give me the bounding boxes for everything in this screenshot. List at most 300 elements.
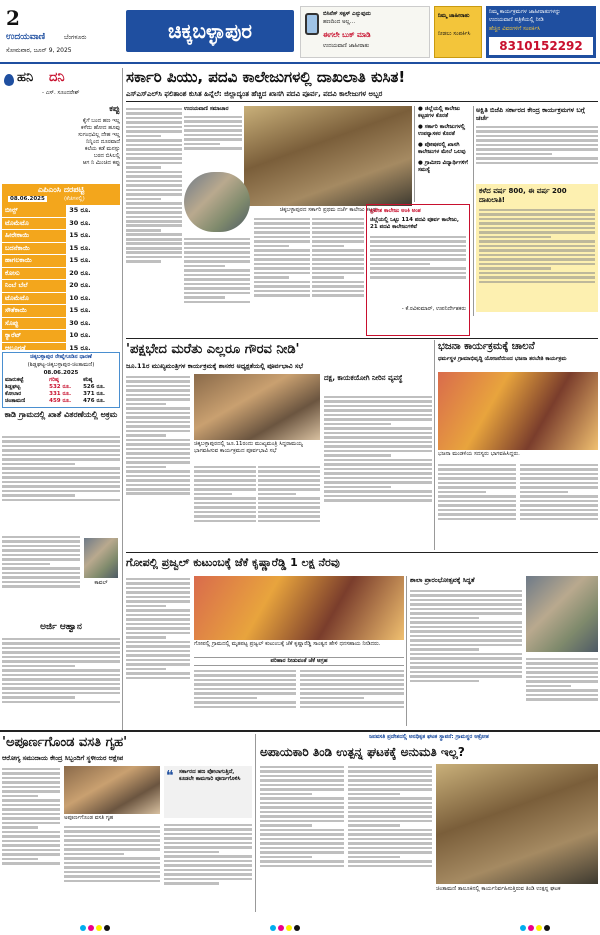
second-side-body: [324, 394, 432, 550]
body-text-line: [254, 272, 310, 275]
silk-cell: 371 ರೂ.: [83, 391, 105, 397]
body-text-line: [184, 242, 250, 245]
body-text-line: [2, 567, 80, 570]
body-text-line: [254, 227, 310, 230]
right-box-body: [479, 207, 595, 317]
body-text-line: [194, 475, 256, 478]
bottom-right-col-2: [348, 764, 432, 912]
body-text-line: [520, 468, 598, 471]
col-rule: [473, 106, 474, 316]
apmc-price: 15 ರೂ.: [66, 230, 120, 243]
apmc-item: ಟೊಮೆಟೊ: [2, 292, 66, 305]
body-text-line: [2, 458, 120, 461]
body-text-line: [126, 108, 182, 111]
body-text-line: [2, 558, 80, 561]
body-text-line: [126, 398, 190, 401]
body-text-line: [2, 494, 75, 497]
apmc-item: ಟೊಮೆಟೊ: [2, 217, 66, 230]
body-text-line: [312, 245, 344, 248]
left-story-body: [2, 434, 120, 532]
apmc-price: 20 ರೂ.: [66, 267, 120, 280]
apmc-row: [2, 267, 120, 280]
lead-col-5: [184, 236, 250, 336]
poem-line: ಆಗ ನಿ ಮಿಂಚಿದ ಕಪ್ಪು: [82, 160, 120, 166]
body-text-line: [370, 254, 466, 257]
body-text-line: [324, 495, 432, 498]
apmc-item: ಕೋಸು: [2, 267, 66, 280]
apmc-price: 10 ರೂ.: [66, 292, 120, 305]
honey-title-b: ದನಿ: [49, 70, 65, 85]
top-right-ad[interactable]: [486, 6, 596, 58]
body-text-line: [2, 540, 80, 543]
body-text-line: [2, 683, 120, 686]
ad-line1: ಬಿಸಿನೆಸ್ ಸಕ್ಸಸ್ ಎನ್ನುವುದು: [323, 11, 371, 17]
body-text-line: [260, 829, 344, 832]
body-text-line: [164, 824, 252, 827]
second-col-3: [258, 464, 320, 550]
body-text-line: [164, 837, 252, 840]
body-text-line: [126, 247, 182, 250]
silk-cell: 331 ರೂ.: [49, 391, 72, 397]
body-text-line: [2, 804, 60, 807]
right-col-headline: ಅಕ್ಷಿತಿ ಬಿಜೆಪಿ ಸರ್ಕಾರದ ಕೇಂದ್ರ ಕಾರ್ಯಕ್ರಮಗಳ ಬಗ್ಗೆ ಚರ್ಚೆ: [476, 106, 585, 122]
body-text-line: [184, 260, 250, 263]
body-text-line: [520, 482, 598, 485]
third-sub-box: ಪರಿಹಾರ ನೀಡುವಂತೆ ಜೆಕೆ ಆಗ್ರಹ: [194, 657, 404, 666]
body-text-line: [348, 829, 432, 832]
top-right-small-ad[interactable]: [434, 6, 482, 58]
second-col-1: [126, 374, 190, 550]
family-photo-caption: ಗೋಪಲ್ಲಿ ಗ್ರಾಮದಲ್ಲಿ ಮೃತಪಟ್ಟ ಪ್ರಜ್ವಲ್ ಕುಟುಂಬಕ್ಕೆ ಜೆಕೆ ಕೃಷ್ಣಾರೆಡ್ಡಿ ಸಾಂತ್ವನ ಹೇಳಿ ಧನಸಹಾಯ ನೀಡಿದರು.: [194, 641, 381, 647]
body-text-line: [479, 209, 595, 212]
body-text-line: [300, 670, 404, 673]
body-text-line: [126, 421, 190, 424]
apmc-row: [2, 217, 120, 230]
body-text-line: [410, 621, 522, 624]
bottom-left-col-3: [164, 822, 252, 912]
quarters-photo: [64, 766, 160, 814]
apmc-row: [2, 305, 120, 318]
body-text-line: [260, 797, 344, 800]
body-text-line: [126, 439, 190, 442]
third-col-3: [300, 668, 404, 726]
body-text-line: [254, 236, 310, 239]
second-side-head: ದಕ್ಷ, ಕಾಯಕಯೋಗಿ ನೀರಿನ ವ್ಯವಸ್ಥೆ: [324, 374, 403, 382]
body-text-line: [2, 772, 60, 775]
body-text-line: [194, 470, 256, 473]
body-text-line: [260, 806, 344, 809]
body-text-line: [126, 425, 190, 428]
body-text-line: [258, 497, 320, 500]
body-text-line: [438, 513, 516, 516]
silk-row: [5, 391, 117, 398]
apmc-price: 10 ರೂ.: [66, 330, 120, 343]
body-text-line: [258, 515, 320, 518]
body-text-line: [2, 786, 60, 789]
body-text-line: [370, 258, 466, 261]
body-text-line: [348, 766, 432, 769]
col-rule: [255, 734, 256, 912]
body-text-line: [254, 231, 310, 234]
body-text-line: [260, 815, 344, 818]
body-text-line: [2, 790, 60, 793]
print-registration-marks: [270, 916, 302, 935]
body-text-line: [260, 788, 344, 791]
silk-title: ಚಿಕ್ಕಬಳ್ಳಾಪುರ ರೇಷ್ಮೆಗೂಡಿನ ಧಾರಣೆ: [30, 354, 92, 360]
factory-photo-caption: ಚಿಂತಾಮಣಿ ತಾಲೂಕಿನಲ್ಲಿ ಕಾರ್ಯನಿರ್ವಹಿಸುತ್ತಿರುವ ತಿಂಡಿ ಉತ್ಪನ್ನ ಘಟಕ: [436, 886, 561, 892]
body-text-line: [2, 536, 80, 539]
body-text-line: [410, 599, 522, 602]
body-text-line: [2, 835, 60, 838]
bhajane-photo-caption: ಭಜನಾ ಮಂಡಳಿಯ ಸದಸ್ಯರು ಭಾಗವಹಿಸಿದ್ದರು.: [438, 451, 520, 457]
body-text-line: [312, 231, 364, 234]
body-text-line: [2, 656, 120, 659]
silk-cell: 532 ರೂ.: [49, 384, 72, 390]
left-story: [2, 410, 120, 620]
body-text-line: [370, 245, 466, 248]
body-text-line: [184, 138, 242, 141]
third-col-2: [194, 668, 296, 726]
body-text-line: [126, 600, 190, 603]
body-text-line: [479, 222, 595, 225]
body-text-line: [479, 281, 595, 284]
body-text-line: [410, 657, 522, 660]
body-text-line: [348, 860, 432, 863]
body-text-line: [520, 477, 598, 480]
body-text-line: [2, 781, 60, 784]
body-text-line: [2, 436, 120, 439]
body-text-line: [194, 674, 296, 677]
body-text-line: [164, 878, 252, 881]
body-text-line: [370, 263, 430, 266]
lead-bullet: ● ಜಿಲ್ಲೆಯಲ್ಲಿ ಕಾಲೇಜು ಕಟ್ಟಡಗಳ ಕೊರತೆ: [418, 106, 461, 119]
body-text-line: [258, 470, 320, 473]
body-text-line: [126, 202, 182, 205]
family-photo: [194, 576, 404, 640]
body-text-line: [2, 844, 60, 847]
body-text-line: [2, 831, 60, 834]
body-text-line: [2, 696, 75, 699]
body-text-line: [324, 468, 432, 471]
body-text-line: [324, 441, 432, 444]
body-text-line: [324, 436, 432, 439]
body-text-line: [476, 148, 598, 151]
apmc-unit: (ಕೆಜಿಗಳಲ್ಲಿ): [64, 196, 85, 202]
body-text-line: [184, 125, 242, 128]
body-text-line: [184, 147, 242, 150]
date-line: ಸೋಮವಾರ, ಜೂನ್ 9, 2025: [6, 47, 72, 54]
body-text-line: [126, 627, 190, 630]
body-text-line: [64, 826, 160, 829]
body-text-line: [520, 513, 598, 516]
body-text-line: [348, 824, 400, 827]
body-text-line: [438, 473, 516, 476]
body-text-line: [126, 641, 190, 644]
body-text-line: [324, 472, 432, 475]
ad-line2: ಹಣದಿಂದ ಅಲ್ಲ...: [323, 19, 356, 25]
students-photo: [184, 172, 250, 232]
body-text-line: [476, 130, 598, 133]
body-text-line: [126, 121, 182, 124]
body-text-line: [348, 788, 432, 791]
body-text-line: [300, 701, 404, 704]
body-text-line: [2, 678, 120, 681]
body-text-line: [126, 488, 190, 491]
body-text-line: [184, 120, 242, 123]
body-text-line: [184, 134, 242, 137]
right-ad-line3: ಹೆಚ್ಚಿನ ವಿವರಗಳಿಗೆ ಸಂಪರ್ಕಿಸಿ: [489, 26, 541, 32]
body-text-line: [126, 659, 190, 662]
body-text-line: [2, 476, 120, 479]
notice-body: [2, 636, 120, 736]
body-text-line: [410, 648, 479, 651]
body-text-line: [260, 793, 312, 796]
body-text-line: [126, 596, 190, 599]
col-rule: [434, 340, 435, 550]
body-text-line: [194, 683, 296, 686]
body-text-line: [126, 211, 182, 214]
body-text-line: [194, 511, 256, 514]
quote-text: ಸರ್ಕಾರದ ಹಣ ಪೋಲಾಗುತ್ತಿದೆ, ಕೂಡಲೇ ಕಾಮಗಾರಿ ಪೂರ್ಣಗೊಳಿಸಿ: [179, 769, 241, 782]
body-text-line: [520, 500, 598, 503]
body-text-line: [479, 236, 551, 239]
bottom-rule: [0, 730, 600, 732]
body-text-line: [260, 784, 344, 787]
body-text-line: [312, 222, 364, 225]
body-text-line: [300, 679, 404, 682]
body-text-line: [126, 117, 182, 120]
body-text-line: [479, 267, 551, 270]
body-text-line: [126, 457, 190, 460]
lead-box-text: ಜಿಲ್ಲೆಯಲ್ಲಿ ಒಟ್ಟು 114 ಪದವಿ ಪೂರ್ವ ಕಾಲೇಜು, 21 ಪದವಿ ಕಾಲೇಜುಗಳಿವೆ: [370, 217, 459, 230]
body-text-line: [324, 463, 432, 466]
apmc-item: ಹಾಗಲಕಾಯಿ: [2, 255, 66, 268]
ad-phone-number[interactable]: 8310152292: [489, 37, 593, 55]
body-text-line: [126, 389, 190, 392]
lead-box-byline: - ಕೆ.ರವಿಕುಮಾರ್, ಉಪನಿರ್ದೇಶಕರು: [401, 306, 466, 312]
body-text-line: [2, 647, 120, 650]
body-text-line: [2, 768, 60, 771]
print-registration-marks: [80, 916, 112, 935]
body-text-line: [312, 272, 364, 275]
body-text-line: [300, 706, 404, 709]
body-text-line: [126, 193, 182, 196]
silk-cell: ಗರಿಷ್ಠ: [49, 377, 59, 383]
body-text-line: [164, 851, 219, 854]
lead-bullet: ● ಗ್ರಾಮೀಣ ವಿದ್ಯಾರ್ಥಿಗಳಿಗೆ ಸಮಸ್ಯೆ: [418, 160, 468, 173]
body-text-line: [126, 466, 166, 469]
body-text-line: [164, 882, 219, 885]
body-text-line: [126, 492, 190, 495]
body-text-line: [300, 692, 404, 695]
apmc-price: 15 ರೂ.: [66, 255, 120, 268]
second-subhead: ಜೂ.11ರ ಮುಖ್ಯಮಂತ್ರಿಗಳ ಕಾರ್ಯಕ್ರಮಕ್ಕೆ ಶಾಸಕರ ಅಧ್ಯಕ್ಷತೆಯಲ್ಲಿ ಪೂರ್ವಭಾವಿ ಸಭೆ: [126, 362, 304, 370]
col-rule: [406, 576, 407, 726]
body-text-line: [410, 612, 522, 615]
lead-box: [366, 204, 470, 336]
body-text-line: [2, 572, 80, 575]
body-text-line: [126, 591, 190, 594]
body-text-line: [324, 499, 432, 502]
body-text-line: [324, 432, 432, 435]
body-text-line: [410, 644, 522, 647]
body-text-line: [370, 236, 466, 239]
body-text-line: [126, 609, 190, 612]
body-text-line: [126, 416, 190, 419]
body-text-line: [2, 454, 120, 457]
lead-bullet: ● ಪೋಷಕರಲ್ಲಿ ಖಾಸಗಿ ಕಾಲೇಜುಗಳ ಮೇಲೆ ಒಲವು: [418, 142, 466, 155]
body-text-line: [410, 594, 522, 597]
body-text-line: [410, 626, 522, 629]
body-text-line: [126, 166, 161, 169]
body-text-line: [348, 779, 432, 782]
third-rule: [126, 552, 598, 553]
body-text-line: [526, 698, 598, 701]
body-text-line: [2, 799, 60, 802]
body-text-line: [370, 249, 466, 252]
body-text-line: [126, 605, 166, 608]
body-text-line: [126, 139, 182, 142]
body-text-line: [126, 184, 182, 187]
ad-line3: ಈಗಲೇ ಬುಕ್ ಮಾಡಿ: [323, 31, 371, 39]
body-text-line: [438, 468, 516, 471]
quote-icon: ❝: [166, 768, 174, 784]
apmc-price: 15 ರೂ.: [66, 342, 120, 355]
body-text-line: [254, 290, 310, 293]
body-text-line: [2, 853, 60, 856]
second-rule: [126, 338, 598, 339]
body-text-line: [164, 842, 252, 845]
body-text-line: [184, 283, 250, 286]
body-text-line: [438, 482, 516, 485]
body-text-line: [258, 511, 320, 514]
silk-cell: ಚಿಂತಾಮಣಿ: [5, 398, 26, 404]
body-text-line: [410, 635, 522, 638]
body-text-line: [348, 856, 400, 859]
body-text-line: [520, 486, 598, 489]
body-text-line: [126, 153, 182, 156]
body-text-line: [348, 806, 432, 809]
body-text-line: [254, 218, 310, 221]
body-text-line: [260, 865, 344, 868]
body-text-line: [126, 224, 182, 227]
body-text-line: [126, 229, 161, 232]
body-text-line: [126, 233, 182, 236]
body-text-line: [126, 412, 190, 415]
body-text-line: [348, 784, 432, 787]
apmc-row: [2, 330, 120, 343]
body-text-line: [324, 486, 391, 489]
body-text-line: [438, 500, 516, 503]
body-text-line: [64, 835, 160, 838]
silk-cell: ಕೋಲಾರ: [5, 391, 22, 397]
poem-line: ಸುಗಂಧವಿಲ್ಲ ದೇಹ ಇಲ್ಲ: [78, 132, 120, 138]
bhajane-subhead: ಧರ್ಮಸ್ಥಳ ಗ್ರಾಮಾಭಿವೃದ್ಧಿ ಯೋಜನೆಯಿಂದ ಭಜನಾ ತರಬೇತಿ ಕಾರ್ಯಕ್ರಮ: [438, 356, 567, 362]
bhajane-body-2: [520, 462, 598, 550]
paper-name: ಉದಯವಾಣಿ: [6, 32, 46, 42]
body-text-line: [526, 676, 598, 679]
body-text-line: [64, 880, 160, 883]
body-text-line: [476, 157, 598, 160]
body-text-line: [520, 518, 598, 521]
lead-bullet: ● ಸರ್ಕಾರಿ ಕಾಲೇಜುಗಳಲ್ಲಿ ಉಪನ್ಯಾಸಕರ ಕೊರತೆ: [418, 124, 466, 137]
body-text-line: [194, 502, 256, 505]
body-text-line: [164, 873, 252, 876]
body-text-line: [520, 509, 598, 512]
silk-row: [5, 384, 117, 391]
body-text-line: [126, 198, 161, 201]
body-text-line: [476, 139, 598, 142]
bottom-left-subhead: ಆರೋಗ್ಯ ಸಮುದಾಯ ಕೇಂದ್ರ ಸಿಬ್ಬಂದಿಗೆ ಸ್ಥಳೀಯರ ಆಕ್ಷೇಪ: [2, 754, 124, 762]
body-text-line: [2, 472, 120, 475]
body-text-line: [476, 135, 598, 138]
print-registration-marks: [520, 916, 552, 935]
body-text-line: [126, 256, 182, 259]
body-text-line: [324, 405, 432, 408]
apmc-item: ಆಲೂಗಡ್ಡೆ: [2, 342, 66, 355]
body-text-line: [64, 839, 160, 842]
body-text-line: [2, 499, 120, 502]
body-text-line: [126, 380, 190, 383]
body-text-line: [126, 238, 182, 241]
apmc-row: [2, 230, 120, 243]
body-text-line: [312, 218, 364, 221]
body-text-line: [126, 112, 182, 115]
poem-line: ಕಲೆಯ ಕಡೆ ಮನಸ್ಸು: [84, 146, 120, 152]
body-text-line: [324, 396, 432, 399]
silk-cell: ಮಾರುಕಟ್ಟೆ: [5, 377, 24, 383]
poem-line: ಕಳೆದು ಹೋದ ಹೂವು: [81, 125, 120, 131]
body-text-line: [64, 871, 160, 874]
body-text-line: [2, 481, 120, 484]
body-text-line: [2, 585, 80, 588]
body-text-line: [254, 240, 310, 243]
apmc-price: 15 ರೂ.: [66, 242, 120, 255]
body-text-line: [312, 276, 344, 279]
edition: ಬೆಂಗಳೂರು: [64, 34, 87, 41]
lead-col-4: [312, 216, 364, 336]
lead-dateline: ಉದಯವಾಣಿ ಸಮಾಚಾರ: [184, 106, 229, 112]
body-text-line: [324, 477, 432, 480]
body-text-line: [476, 126, 598, 129]
body-text-line: [526, 685, 571, 688]
top-center-ad[interactable]: [300, 6, 430, 58]
body-text-line: [126, 251, 182, 254]
body-text-line: [438, 491, 486, 494]
body-text-line: [2, 581, 80, 584]
body-text-line: [194, 670, 296, 673]
ad-line4: ಉದಯವಾಣಿ ಜಾಹೀರಾತು: [323, 43, 370, 49]
body-text-line: [324, 418, 432, 421]
apmc-row: [2, 292, 120, 305]
body-text-line: [438, 495, 516, 498]
body-text-line: [438, 477, 516, 480]
body-text-line: [348, 851, 432, 854]
body-text-line: [2, 813, 60, 816]
person-name: ಕಾವಲ್: [94, 580, 108, 586]
body-text-line: [254, 276, 289, 279]
body-text-line: [2, 638, 120, 641]
body-text-line: [2, 840, 60, 843]
body-text-line: [194, 466, 256, 469]
body-text-line: [410, 653, 522, 656]
body-text-line: [476, 144, 598, 147]
body-text-line: [184, 247, 250, 250]
body-text-line: [184, 269, 250, 272]
body-text-line: [194, 497, 256, 500]
body-text-line: [2, 822, 60, 825]
bottom-right-kicker: ಜನವಸತಿ ಪ್ರದೇಶದಲ್ಲಿ ಅನಧಿಕೃತ ಘಟಕ ಸ್ಥಾಪನೆ: ಗ್ರಾಮಸ್ಥರ ಆಕ್ರೋಶ: [369, 734, 489, 740]
